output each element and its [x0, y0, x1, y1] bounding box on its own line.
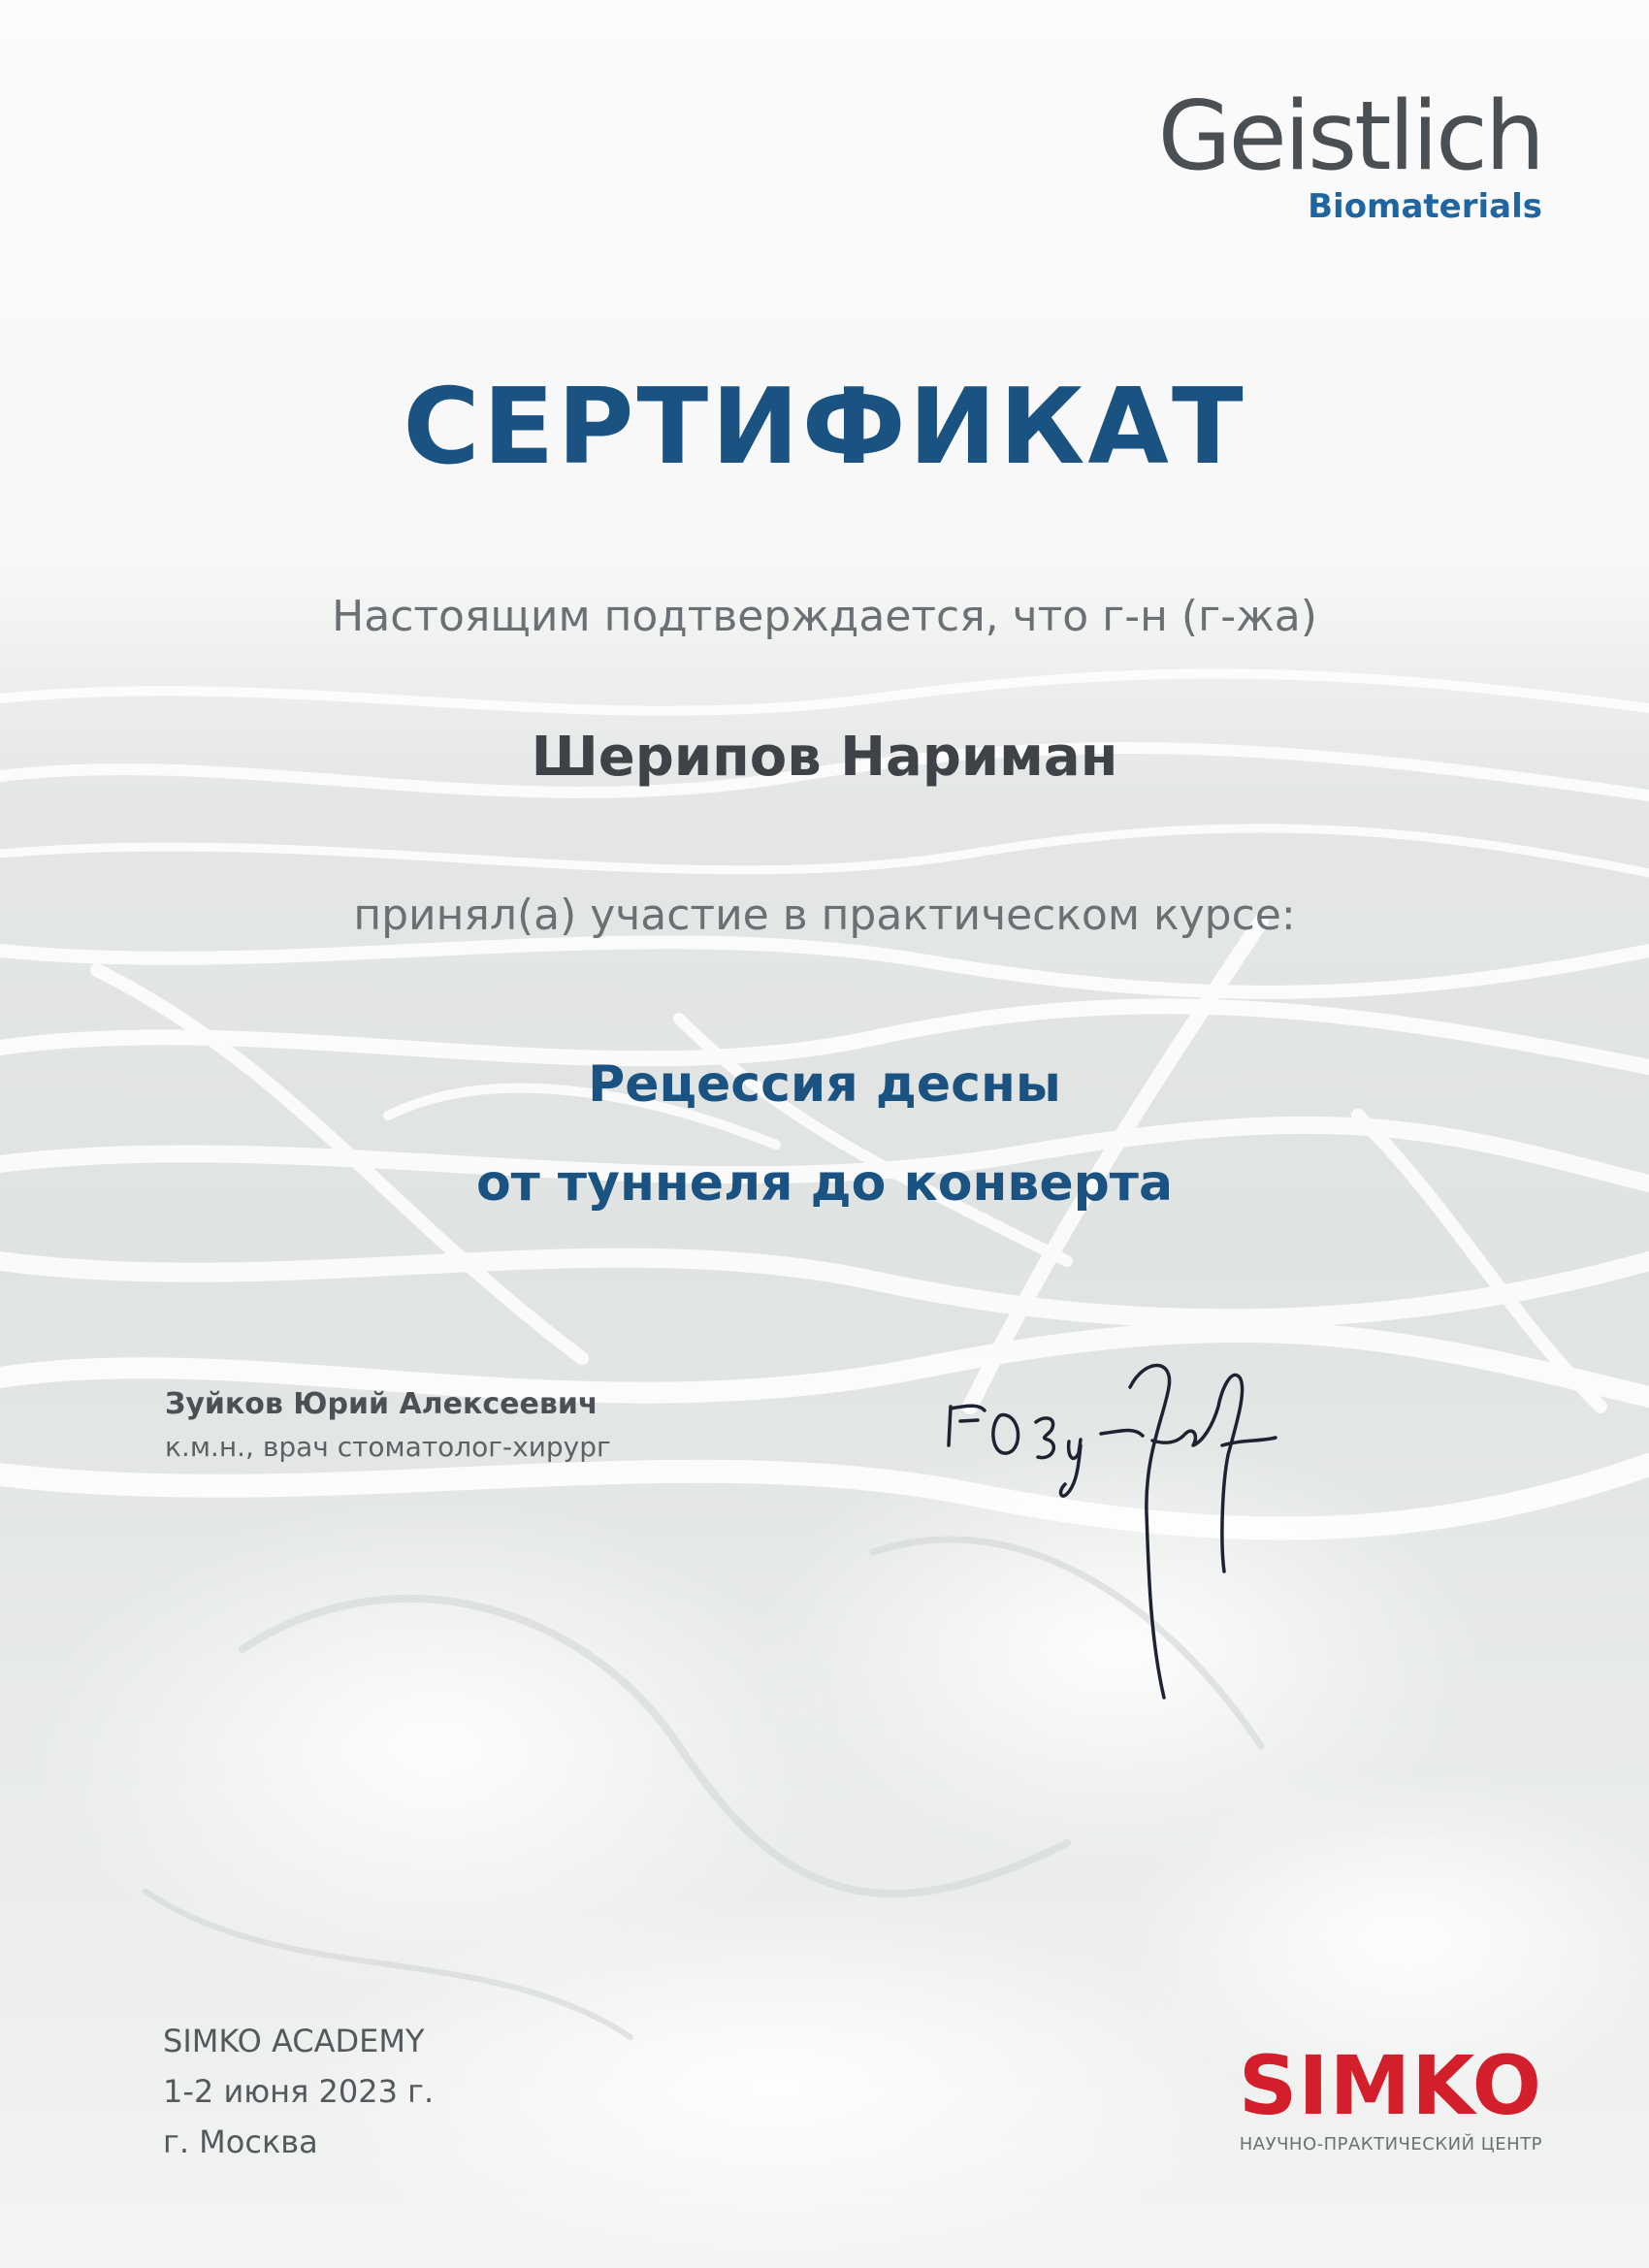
handwritten-signature	[931, 1348, 1319, 1707]
certificate-title: СЕРТИФИКАТ	[403, 367, 1246, 488]
confirmation-text: Настоящим подтверждается, что г-н (г-жа)	[332, 592, 1317, 641]
simko-logo-word: SIMKO	[1238, 2038, 1542, 2133]
lecturer-name: Зуйков Юрий Алексеевич	[165, 1387, 598, 1421]
event-organizer: SIMKO ACADEMY	[163, 2023, 425, 2059]
geistlich-logo-subtitle: Biomaterials	[1308, 187, 1542, 226]
simko-logo	[1238, 2038, 1542, 2155]
geistlich-logo	[1157, 81, 1542, 226]
geistlich-logo-brand: Geistlich	[1157, 81, 1542, 192]
lecturer-block	[165, 1387, 611, 1463]
course-title-line1: Рецессия десны	[588, 1055, 1061, 1114]
event-city: г. Москва	[163, 2123, 318, 2160]
lecturer-title: к.м.н., врач стоматолог-хирург	[165, 1431, 611, 1463]
event-info	[163, 2016, 434, 2167]
event-date: 1-2 июня 2023 г.	[163, 2073, 435, 2110]
participation-text: принял(а) участие в практическом курсе:	[353, 891, 1296, 940]
recipient-name: Шерипов Нариман	[531, 726, 1118, 789]
simko-logo-subtitle: НАУЧНО-ПРАКТИЧЕСКИЙ ЦЕНТР	[1239, 2134, 1542, 2155]
course-title-line2: от туннеля до конверта	[475, 1154, 1174, 1213]
